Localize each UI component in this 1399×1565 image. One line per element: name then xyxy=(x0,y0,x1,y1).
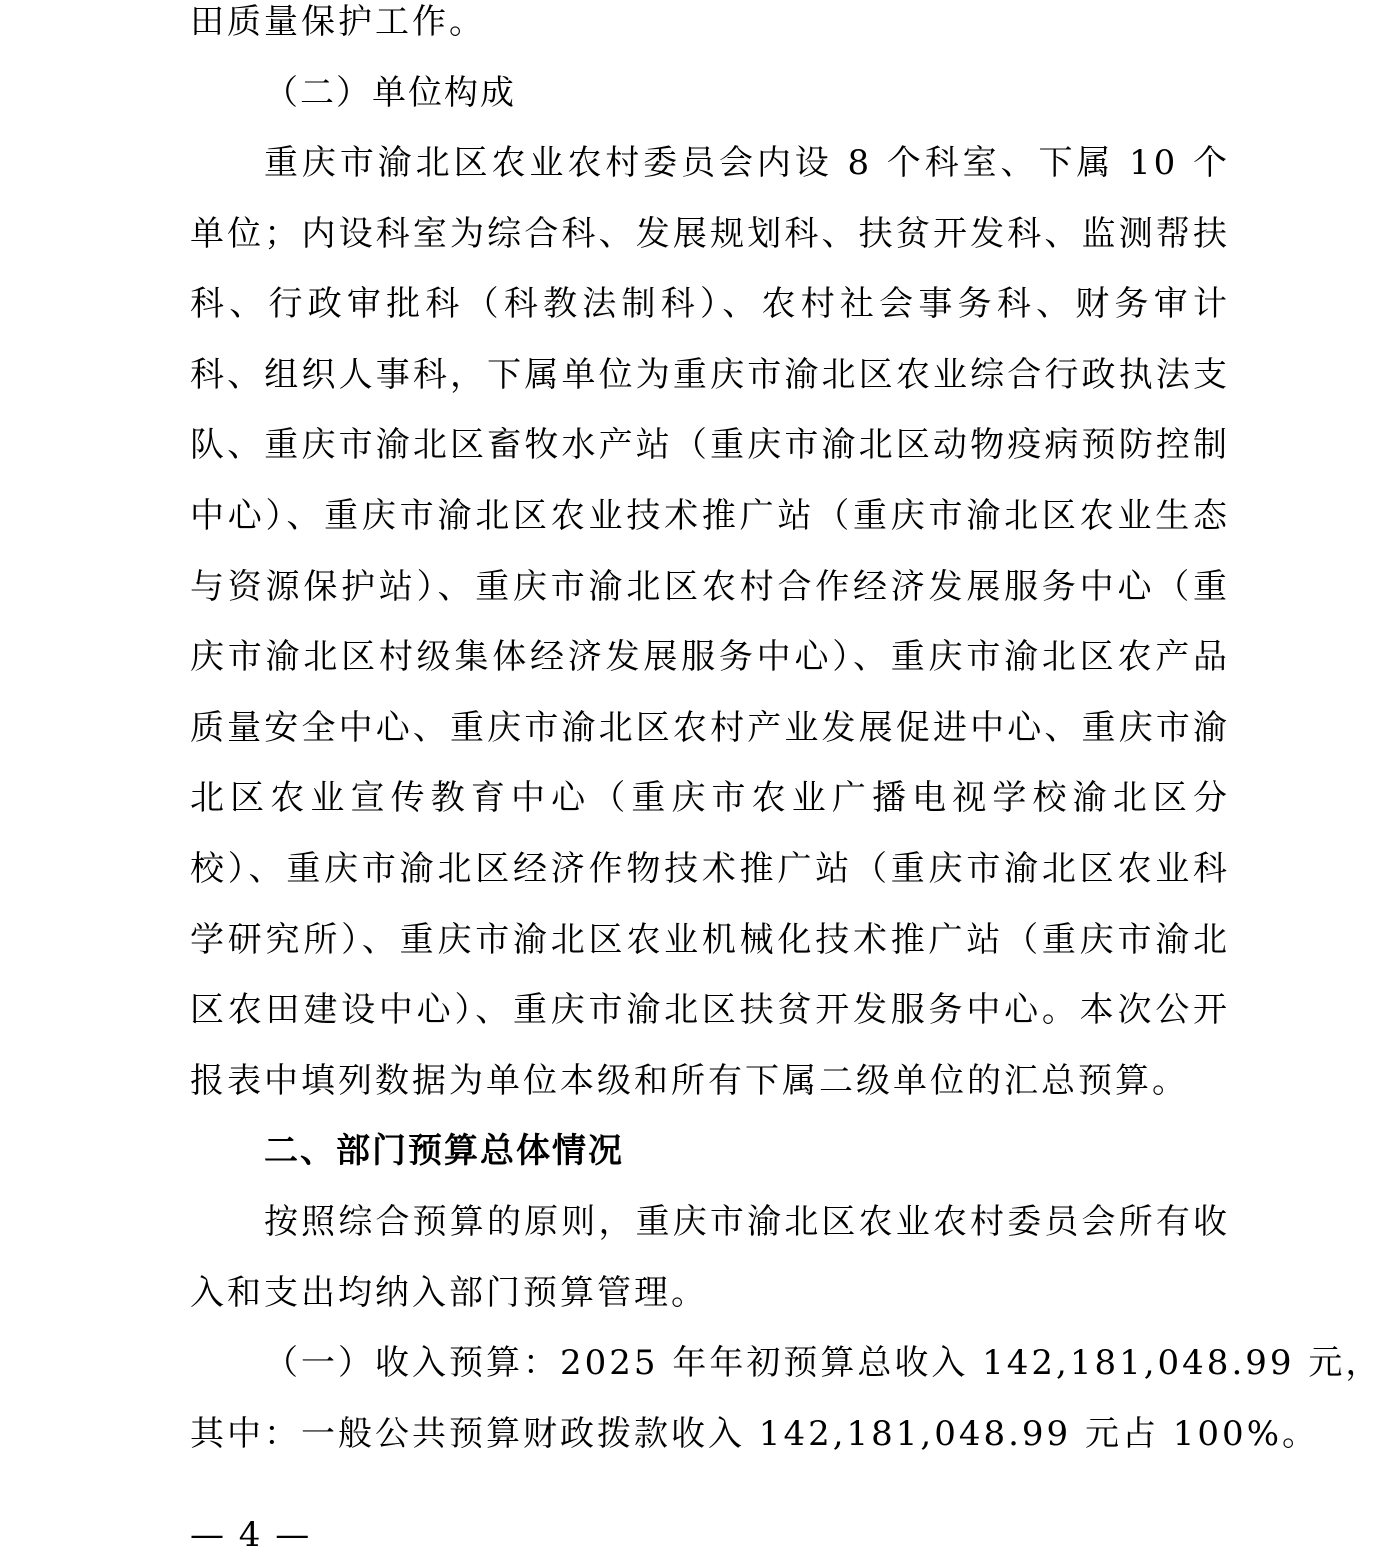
units-paragraph: 重庆市渝北区农业农村委员会内设 8 个科室、下属 10 个单位；内设科室为综合科、发展规划科、扶贫开发科、监测帮扶科、行政审批科（科教法制科）、农村社会事务科、财务审计科、组织人事科，下属单位为重庆市渝北区农业综合行政执法支队、重庆市渝北区畜牧水产站（重庆市渝北区动物疫病预防控制中心）、重庆市渝北区农业技术推广站（重庆市渝北区农业生态与资源保护站）、重庆市渝北区农村合作经济发展服务中心（重庆市渝北区村级集体经济发展服务中心）、重庆市渝北区农产品质量安全中心、重庆市渝北区农村产业发展促进中心、重庆市渝北区农业宣传教育中心（重庆市农业广播电视学校渝北区分校）、重庆市渝北区经济作物技术推广站（重庆市渝北区农业科学研究所）、重庆市渝北区农业机械化技术推广站（重庆市渝北区农田建设中心）、重庆市渝北区扶贫开发服务中心。本次公开报表中填列数据为单位本级和所有下属二级单位的汇总预算。 xyxy=(190,143,1230,1101)
page-number: — 4 — xyxy=(190,1515,312,1555)
income-budget-line-1: （一）收入预算：2025 年年初预算总收入 142,181,048.99 元， xyxy=(264,1343,1383,1383)
budget-principle-paragraph: 按照综合预算的原则，重庆市渝北区农业农村委员会所有收入和支出均纳入部门预算管理。 xyxy=(190,1202,1230,1313)
previous-paragraph-tail: 田质量保护工作。 xyxy=(190,2,486,42)
section-heading-units: （二）单位构成 xyxy=(264,73,516,113)
section-heading-budget-overview: 二、部门预算总体情况 xyxy=(264,1131,624,1171)
income-budget-line-2: 其中：一般公共预算财政拨款收入 142,181,048.99 元占 100%。 xyxy=(190,1414,1319,1454)
